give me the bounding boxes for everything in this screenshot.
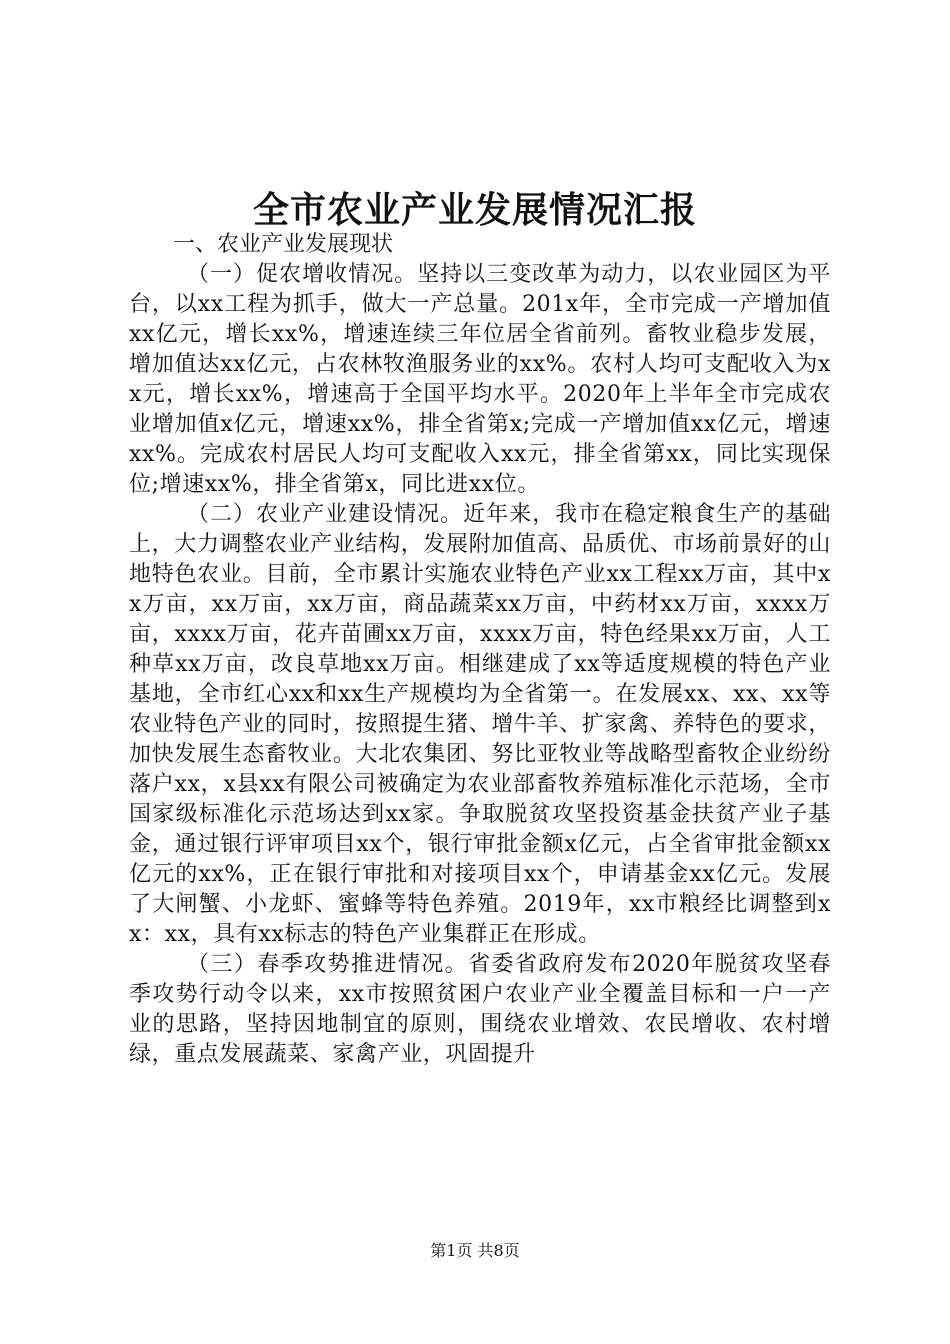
paragraph-industry-construction: （二）农业产业建设情况。近年来，我市在稳定粮食生产的基础上，大力调整农业产业结构，发展附加值高、品质优、市场前景好的山地特色农业。目前，全市累计实施农业特色产业xx工程xx万亩，其中xx万亩，xx万亩，xx万亩，商品蔬菜xx万亩，中药材xx万亩，xxxx万亩，xxxx万亩，花卉苗圃xx万亩，xxxx万亩，特色经果xx万亩，人工种草xx万亩，改良草地xx万亩。相继建成了xx等适度规模的特色产业基地，全市红心xx和xx生产规模均为全省第一。在发展xx、xx、xx等农业特色产业的同时，按照提生猪、增牛羊、扩家禽、养特色的要求，加快发展生态畜牧业。大北农集团、努比亚牧业等战略型畜牧企业纷纷落户xx，x县xx有限公司被确定为农业部畜牧养殖标准化示范场，全市国家级标准化示范场达到xx家。争取脱贫攻坚投资基金扶贫产业子基金，通过银行评审项目xx个，银行审批金额x亿元，占全省审批金额xx亿元的xx%，正在银行审批和对接项目xx个，申请基金xx亿元。发展了大闸蟹、小龙虾、蜜蜂等特色养殖。2019年，xx市粮经比调整到xx：xx，具有xx标志的特色产业集群正在形成。 <box>129 502 831 947</box>
section-heading: 一、农业产业发展现状 <box>173 232 394 257</box>
paragraph-spring-campaign: （三）春季攻势推进情况。省委省政府发布2020年脱贫攻坚春季攻势行动令以来，xx市按照贫困户农业产业全覆盖目标和一户一产业的思路，坚持因地制宜的原则，围绕农业增效、农民增收、农村增绿，重点发展蔬菜、家禽产业，巩固提升 <box>129 952 831 1067</box>
page-number-footer: 第1页 共8页 <box>430 1241 520 1260</box>
document-body <box>129 230 831 1070</box>
document-title: 全市农业产业发展情况汇报 <box>252 189 697 231</box>
paragraph-farm-income: （一）促农增收情况。坚持以三变改革为动力，以农业园区为平台，以xx工程为抓手，做大一产总量。201x年，全市完成一产增加值xx亿元，增长xx%，增速连续三年位居全省前列。畜牧业稳步发展，增加值达xx亿元，占农林牧渔服务业的xx%。农村人均可支配收入为xx元，增长xx%，增速高于全国平均水平。2020年上半年全市完成农业增加值x亿元，增速xx%，排全省第x;完成一产增加值xx亿元，增速xx%。完成农村居民人均可支配收入xx元，排全省第xx，同比实现保位;增速xx%，排全省第x，同比进xx位。 <box>129 262 831 497</box>
